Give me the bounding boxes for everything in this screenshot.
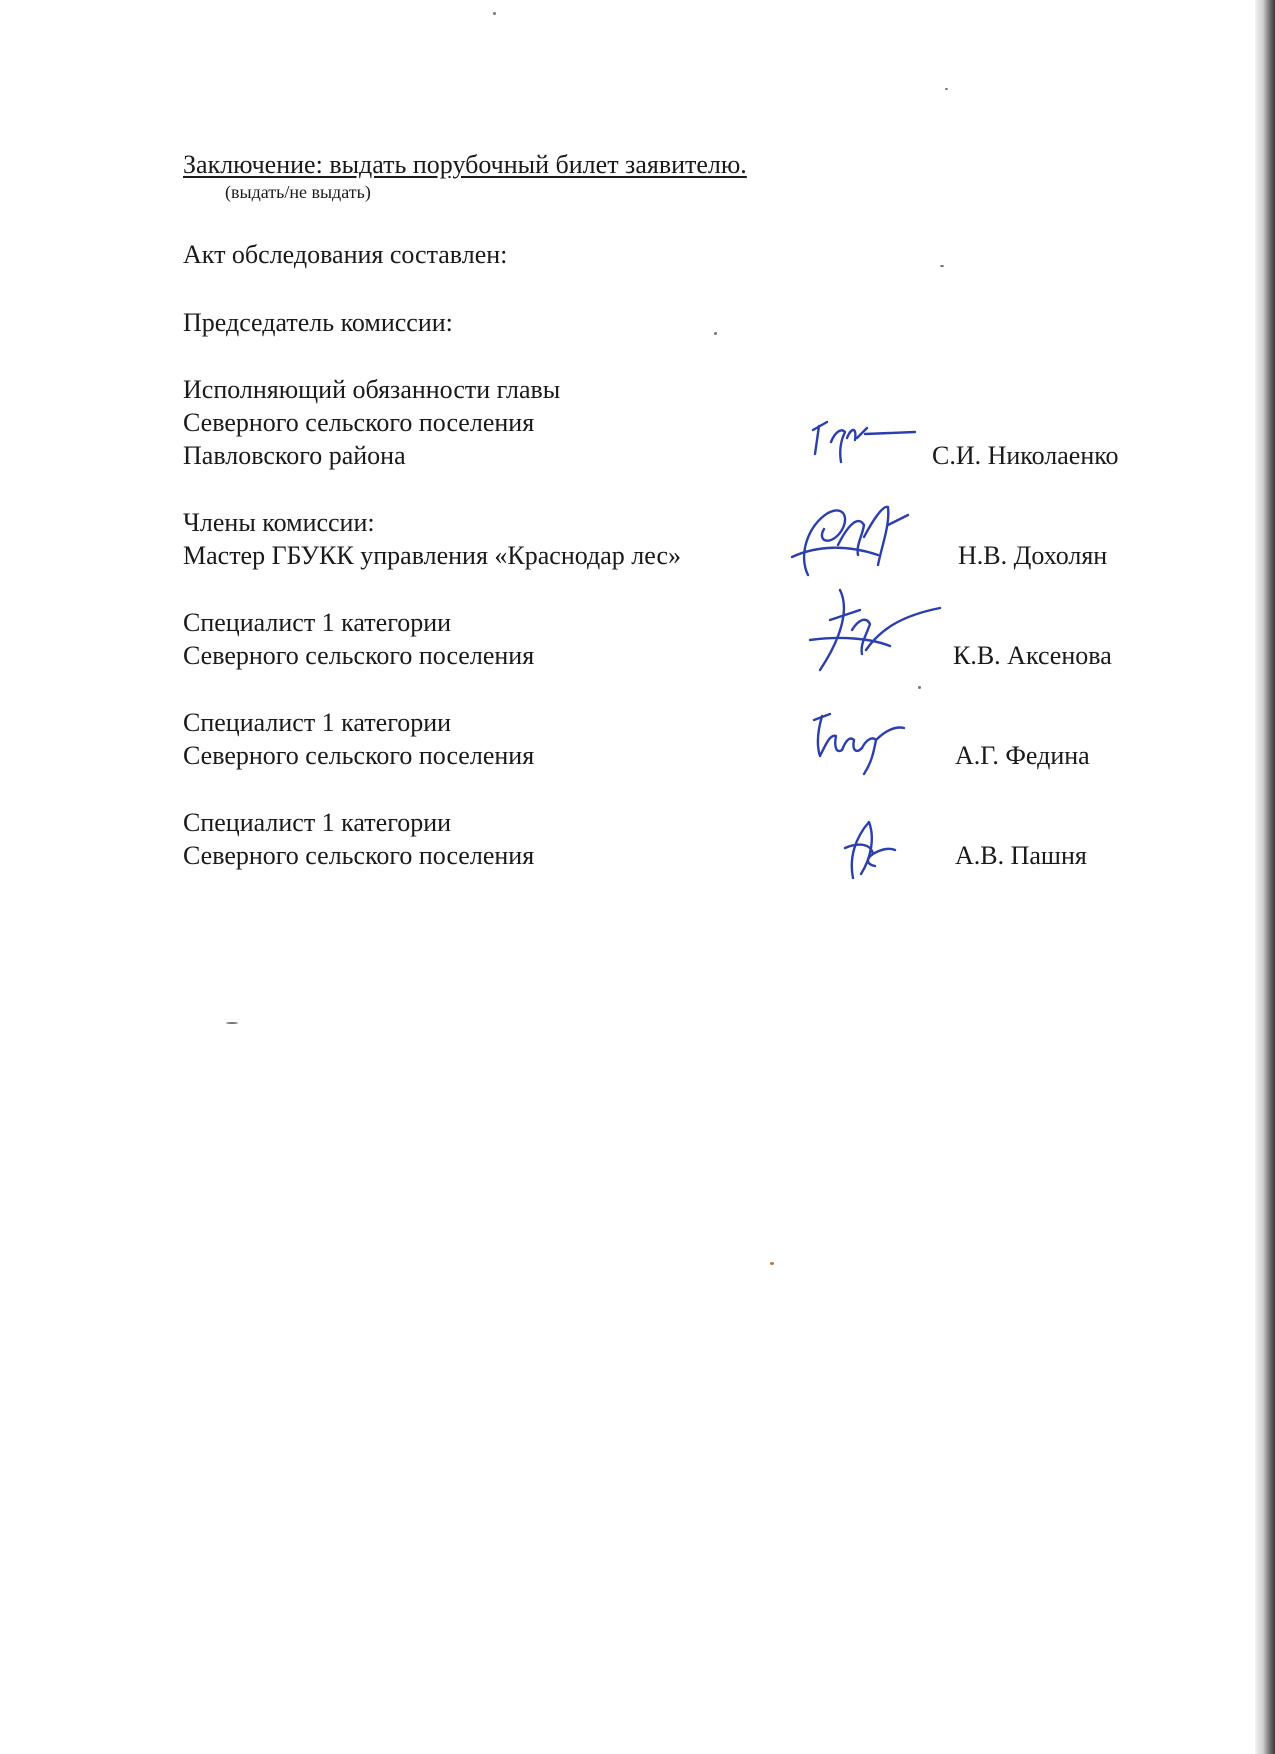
scan-speck [493, 12, 496, 15]
chairman-name: С.И. Николаенко [932, 441, 1119, 470]
member-name: Н.В. Дохолян [958, 541, 1108, 570]
member-signature [800, 580, 950, 680]
scan-edge-shadow [1255, 0, 1275, 1754]
member-position-line: Специалист 1 категории [183, 708, 452, 737]
scan-speck [770, 1262, 774, 1265]
member-position-line: Мастер ГБУКК управления «Краснодар лес» [183, 541, 681, 570]
member-position-line: Специалист 1 категории [183, 608, 452, 637]
member-signature [825, 808, 915, 888]
scan-speck [226, 1022, 238, 1024]
scan-speck [714, 332, 717, 335]
chairman-position-line: Исполняющий обязанности главы [183, 375, 561, 404]
members-heading: Члены комиссии: [183, 508, 375, 537]
scan-speck [918, 686, 921, 689]
chairman-heading: Председатель комиссии: [183, 308, 453, 337]
member-position-line: Северного сельского поселения [183, 641, 535, 670]
member-position-line: Северного сельского поселения [183, 841, 535, 870]
scan-speck [945, 88, 948, 90]
chairman-position-line: Северного сельского поселения [183, 408, 535, 437]
member-name: К.В. Аксенова [953, 641, 1112, 670]
member-signature [800, 700, 920, 780]
chairman-position-line: Павловского района [183, 441, 406, 470]
scan-speck [940, 265, 944, 267]
conclusion-caption: (выдать/не выдать) [225, 182, 371, 202]
member-position-line: Специалист 1 категории [183, 808, 452, 837]
conclusion-line: Заключение: выдать порубочный билет заявителю. [183, 150, 747, 179]
chairman-signature [805, 410, 925, 465]
member-name: А.В. Пашня [955, 841, 1087, 870]
member-name: А.Г. Федина [955, 741, 1090, 770]
member-signature [778, 485, 928, 585]
member-position-line: Северного сельского поселения [183, 741, 535, 770]
act-heading: Акт обследования составлен: [183, 240, 508, 269]
